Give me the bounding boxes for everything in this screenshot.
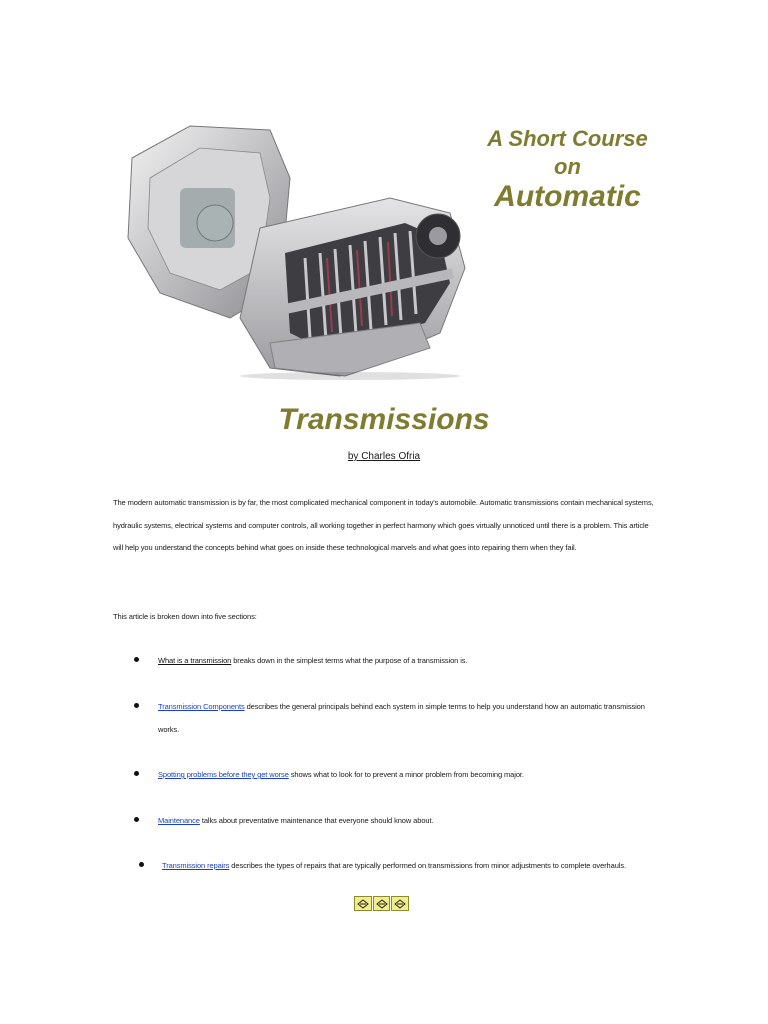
section-link-components[interactable]: Transmission Components (158, 702, 245, 711)
list-item (162, 855, 662, 878)
list-item-description: shows what to look for to prevent a minor problem from becoming major. (288, 770, 524, 779)
title-line-1: A Short Course (487, 126, 648, 151)
bullet-icon (134, 817, 139, 822)
nav-arrow-icon (376, 899, 388, 909)
bullet-icon (134, 703, 139, 708)
nav-button[interactable] (354, 896, 372, 911)
sections-intro: This article is broken down into five sections: (113, 612, 257, 621)
section-link-spotting-problems[interactable]: Spotting problems before they get worse (158, 770, 289, 779)
list-item (158, 650, 658, 673)
nav-button[interactable] (391, 896, 409, 911)
title-line-2: on (554, 154, 581, 179)
list-item-description: breaks down in the simplest terms what the purpose of a transmission is. (231, 656, 468, 665)
list-item-description: describes the types of repairs that are typically performed on transmissions from minor adjustments to complete overhauls. (229, 861, 626, 870)
bullet-icon (134, 771, 139, 776)
nav-arrow-icon (394, 899, 406, 909)
intro-paragraph: The modern automatic transmission is by far, the most complicated mechanical component in today's automobile. Automatic transmissions contain mechanical systems, hydraulic systems, electrical systems and computer controls, all working together in perfect harmony which goes virtually unnoticed until there is a problem. This article will help you understand the concepts behind what goes on inside these technological marvels and what goes into repairing them when they fail. (113, 498, 654, 552)
nav-button[interactable] (373, 896, 391, 911)
section-link-repairs[interactable]: Transmission repairs (162, 861, 230, 870)
section-link-what-is[interactable]: What is a transmission (158, 656, 232, 665)
list-item (158, 696, 658, 741)
byline-text[interactable]: by Charles Ofria (347, 451, 421, 462)
list-item (158, 810, 658, 833)
section-link-maintenance[interactable]: Maintenance (158, 816, 200, 825)
byline[interactable] (0, 451, 768, 462)
title-line-3: Automatic (494, 180, 641, 213)
list-item-description: talks about preventative maintenance that everyone should know about. (199, 816, 434, 825)
nav-button-group (354, 896, 410, 911)
bullet-icon (139, 862, 144, 867)
transmission-illustration (120, 118, 470, 380)
list-item (158, 764, 658, 787)
bullet-icon (134, 657, 139, 662)
title-line-4: Transmissions (278, 403, 490, 436)
nav-arrow-icon (357, 899, 369, 909)
list-item-description: describes the general principals behind each system in simple terms to help you understand how an automatic transmission works. (158, 702, 645, 734)
